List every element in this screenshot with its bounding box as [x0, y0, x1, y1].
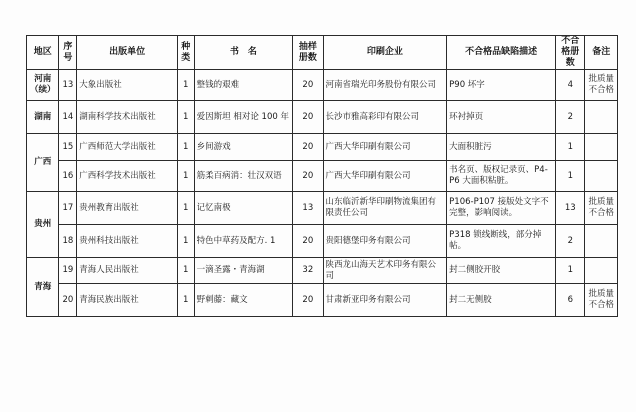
- table-row: [27, 70, 618, 101]
- sample-cell: 20: [293, 134, 323, 161]
- note-cell: 批质量不合格: [585, 284, 618, 317]
- region-cell: 河南（续）: [27, 70, 59, 101]
- title-cell: 筋柔百病消：壮汉双语: [194, 161, 293, 192]
- table-row: [27, 101, 618, 134]
- note-cell: [585, 258, 618, 284]
- header-type: 种类: [177, 36, 194, 70]
- defect-cell: P106-P107 接版处文字不完整，影响阅读。: [447, 192, 556, 225]
- header-region: 地区: [27, 36, 59, 70]
- header-seq: 序号: [59, 36, 77, 70]
- printer-cell: 山东临沂新华印刷物流集团有限责任公司: [323, 192, 447, 225]
- printer-cell: 甘肃新亚印务有限公司: [323, 284, 447, 317]
- title-cell: 特色中草药及配方. 1: [194, 225, 293, 258]
- publisher-cell: 广西科学技术出版社: [77, 161, 178, 192]
- title-cell: 野刺藤：藏文: [194, 284, 293, 317]
- defect-table: [26, 35, 618, 317]
- printer-cell: 河南省瑞光印务股份有限公司: [323, 70, 447, 101]
- title-cell: 乡间游戏: [194, 134, 293, 161]
- seq-cell: 13: [59, 70, 77, 101]
- table-row: [27, 258, 618, 284]
- fail-cell: 1: [556, 258, 585, 284]
- publisher-cell: 贵州教育出版社: [77, 192, 178, 225]
- sample-cell: 20: [293, 70, 323, 101]
- publisher-cell: 湖南科学技术出版社: [77, 101, 178, 134]
- header-note: 备注: [585, 36, 618, 70]
- defect-cell: P90 坏字: [447, 70, 556, 101]
- note-cell: 批质量不合格: [585, 192, 618, 225]
- type-cell: 1: [177, 192, 194, 225]
- type-cell: 1: [177, 101, 194, 134]
- header-title: 书 名: [194, 36, 293, 70]
- seq-cell: 19: [59, 258, 77, 284]
- sample-cell: 20: [293, 284, 323, 317]
- region-cell: 贵州: [27, 192, 59, 258]
- seq-cell: 16: [59, 161, 77, 192]
- publisher-cell: 青海民族出版社: [77, 284, 178, 317]
- type-cell: 1: [177, 225, 194, 258]
- header-defect: 不合格品缺陷描述: [447, 36, 556, 70]
- type-cell: 1: [177, 284, 194, 317]
- seq-cell: 14: [59, 101, 77, 134]
- header-fail-count: 不合格册数: [556, 36, 585, 70]
- type-cell: 1: [177, 134, 194, 161]
- fail-cell: 6: [556, 284, 585, 317]
- sample-cell: 20: [293, 161, 323, 192]
- region-cell: 广西: [27, 134, 59, 192]
- printer-cell: 长沙市雅高彩印有限公司: [323, 101, 447, 134]
- table-row: [27, 134, 618, 161]
- type-cell: 1: [177, 258, 194, 284]
- defect-cell: 封二无侧胶: [447, 284, 556, 317]
- sample-cell: 20: [293, 225, 323, 258]
- fail-cell: 13: [556, 192, 585, 225]
- defect-cell: 封二侧胶开胶: [447, 258, 556, 284]
- table-row: [27, 284, 618, 317]
- region-cell: 青海: [27, 258, 59, 317]
- defect-cell: 书名页、版权记录页、P4-P6 大面积粘脏。: [447, 161, 556, 192]
- note-cell: [585, 161, 618, 192]
- seq-cell: 20: [59, 284, 77, 317]
- title-cell: 爱因斯坦 相对论 100 年: [194, 101, 293, 134]
- sample-cell: 13: [293, 192, 323, 225]
- note-cell: [585, 134, 618, 161]
- defect-cell: 环衬掉页: [447, 101, 556, 134]
- fail-cell: 2: [556, 225, 585, 258]
- table-row: [27, 161, 618, 192]
- seq-cell: 15: [59, 134, 77, 161]
- type-cell: 1: [177, 70, 194, 101]
- defect-cell: P318 锁线断线，部分掉帖。: [447, 225, 556, 258]
- publisher-cell: 大象出版社: [77, 70, 178, 101]
- header-sample-count: 抽样册数: [293, 36, 323, 70]
- publisher-cell: 青海人民出版社: [77, 258, 178, 284]
- header-publisher: 出版单位: [77, 36, 178, 70]
- header-printer: 印刷企业: [323, 36, 447, 70]
- seq-cell: 17: [59, 192, 77, 225]
- title-cell: 记忆南极: [194, 192, 293, 225]
- printer-cell: 贵阳德堡印务有限公司: [323, 225, 447, 258]
- printer-cell: 广西大华印刷有限公司: [323, 161, 447, 192]
- table-row: [27, 192, 618, 225]
- fail-cell: 4: [556, 70, 585, 101]
- printer-cell: 陕西龙山海天艺术印务有限公司: [323, 258, 447, 284]
- seq-cell: 18: [59, 225, 77, 258]
- sample-cell: 20: [293, 101, 323, 134]
- title-cell: 一滴圣露・青海湖: [194, 258, 293, 284]
- note-cell: [585, 101, 618, 134]
- publisher-cell: 广西师范大学出版社: [77, 134, 178, 161]
- fail-cell: 1: [556, 161, 585, 192]
- publisher-cell: 贵州科技出版社: [77, 225, 178, 258]
- fail-cell: 2: [556, 101, 585, 134]
- title-cell: 整钱的艰难: [194, 70, 293, 101]
- header-row: [27, 36, 618, 70]
- fail-cell: 1: [556, 134, 585, 161]
- sample-cell: 32: [293, 258, 323, 284]
- type-cell: 1: [177, 161, 194, 192]
- note-cell: [585, 225, 618, 258]
- note-cell: 批质量不合格: [585, 70, 618, 101]
- defect-cell: 大面积脏污: [447, 134, 556, 161]
- table-row: [27, 225, 618, 258]
- printer-cell: 广西大华印刷有限公司: [323, 134, 447, 161]
- region-cell: 湖南: [27, 101, 59, 134]
